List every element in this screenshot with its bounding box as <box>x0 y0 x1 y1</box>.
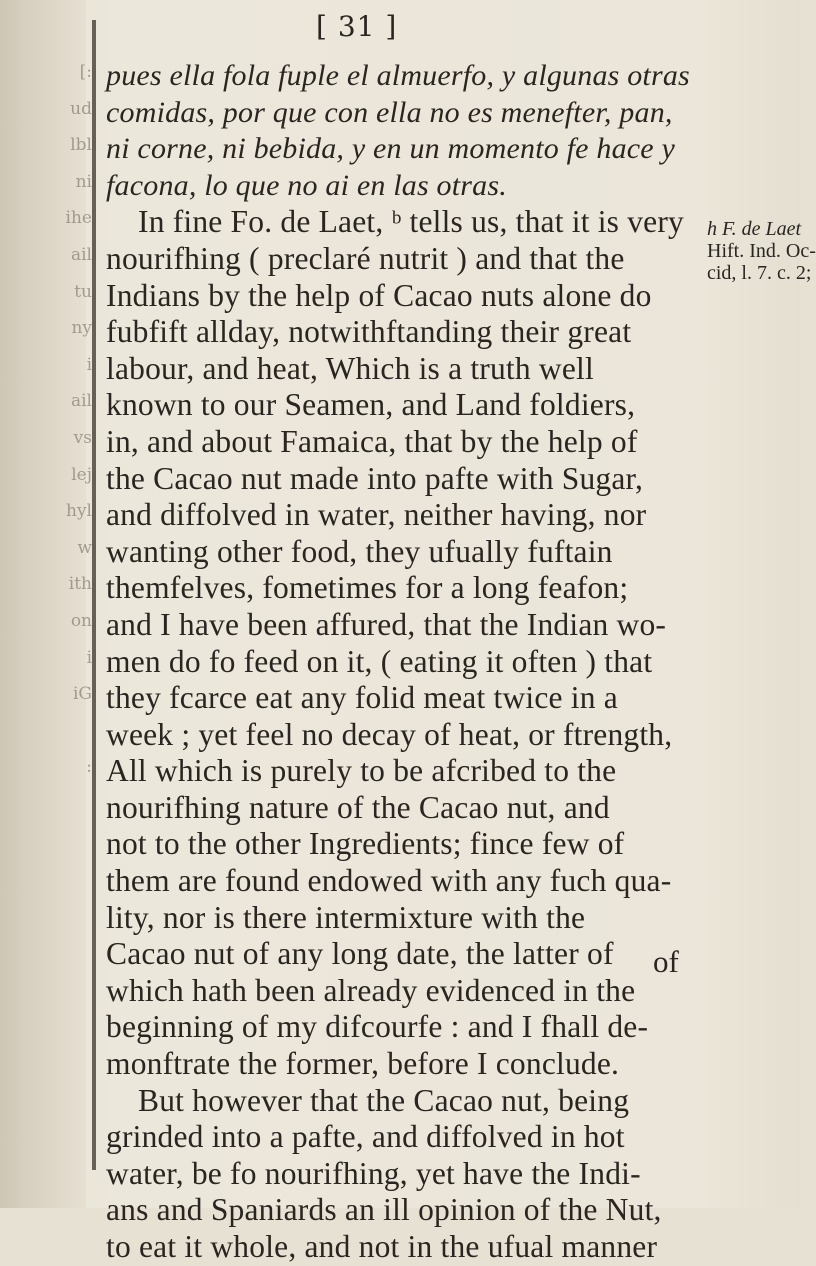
text-line: pues ella fola fuple el almuerfo, y algunas otras <box>106 59 690 92</box>
bleed-through-fragment: : <box>86 757 92 778</box>
text-line: fubfift allday, notwithftanding their great <box>106 314 632 350</box>
text-line: In fine Fo. de Laet, ᵇ tells us, that it is very <box>138 204 684 240</box>
text-line: in, and about Famaica, that by the help of <box>106 423 638 459</box>
page-number: [ 31 ] <box>316 10 398 43</box>
bleed-through-fragment: ihe <box>65 208 92 229</box>
text-line: them are found endowed with any fuch qua- <box>106 863 672 899</box>
text-line: the Cacao nut made into pafte with Sugar, <box>106 460 644 496</box>
bleed-through-fragment: w <box>77 537 92 558</box>
bleed-through-fragment: ail <box>70 391 92 412</box>
bleed-through-fragment: ny <box>71 318 92 339</box>
text-line: Cacao nut of any long date, the latter of <box>106 936 614 972</box>
sidenote-line: cid, l. 7. c. 2; <box>707 262 812 284</box>
text-line: facona, lo que no ai en las otras. <box>106 168 507 202</box>
bleed-through-fragment: ud <box>70 98 92 119</box>
text-line: which hath been already evidenced in the <box>106 972 636 1008</box>
text-line: and I have been affured, that the Indian wo- <box>106 606 667 642</box>
bleed-through-fragment: lej <box>71 464 92 485</box>
text-line: wanting other food, they ufually fuftain <box>106 533 613 569</box>
bleed-through-fragment: ith <box>68 574 92 595</box>
text-line: grinded into a pafte, and diffolved in hot <box>106 1119 625 1155</box>
sidenote-line: Hift. Ind. Oc- <box>707 240 816 262</box>
text-line: to eat it whole, and not in the ufual manner <box>106 1229 658 1264</box>
bleed-through-fragment: :] <box>79 62 92 82</box>
text-line: labour, and heat, Which is a truth well <box>106 350 594 386</box>
bleed-through-fragment: iG <box>72 684 92 705</box>
text-line: they fcarce eat any folid meat twice in a <box>106 680 618 716</box>
bleed-through-fragment: lbl <box>70 135 92 156</box>
bleed-through-fragment: tu <box>74 281 92 302</box>
text-line: All which is purely to be afcribed to the <box>106 753 617 789</box>
catchword: of <box>653 944 679 979</box>
text-line: not to the other Ingredients; fince few of <box>106 826 625 862</box>
text-line: monftrate the former, before I conclude. <box>106 1046 620 1082</box>
text-line: themfelves, fometimes for a long feafon; <box>106 570 629 606</box>
bleed-through-fragment: i <box>86 647 92 668</box>
gutter-shadow-line <box>92 20 96 1170</box>
main-text-block <box>106 58 706 1266</box>
text-line: lity, nor is there intermixture with the <box>106 899 586 935</box>
bleed-through-fragment: ail <box>70 245 92 265</box>
text-line: water, be fo nourifhing, yet have the Indi- <box>106 1155 641 1191</box>
text-line: and diffolved in water, neither having, nor <box>106 497 647 533</box>
marginal-citation <box>707 218 816 284</box>
text-line: ni corne, ni bebida, y en un momento fe hace y <box>106 132 676 166</box>
text-line: ans and Spaniards an ill opinion of the Nut, <box>106 1192 662 1228</box>
bleed-through-fragment: ni <box>75 171 92 192</box>
bleed-through-fragment: vs <box>73 428 92 448</box>
text-line: comidas, por que con ella no es menefter, pan, <box>106 95 673 129</box>
bleed-through-fragment: hyl <box>66 501 92 522</box>
bleed-through-fragment: on <box>70 611 92 631</box>
text-line: known to our Seamen, and Land foldiers, <box>106 387 636 423</box>
text-line: week ; yet feel no decay of heat, or ftrength, <box>106 716 673 752</box>
text-line: beginning of my difcourfe : and I fhall de- <box>106 1009 649 1045</box>
text-line: nourifhing ( preclaré nutrit ) and that the <box>106 240 625 276</box>
sidenote-line: h F. de Laet <box>707 218 802 240</box>
bleed-through-fragment: i <box>86 354 92 375</box>
text-line: But however that the Cacao nut, being <box>138 1082 630 1118</box>
text-line: Indians by the help of Cacao nuts alone do <box>106 277 652 313</box>
text-line: men do fo feed on it, ( eating it often ) that <box>106 643 653 679</box>
text-line: nourifhing nature of the Cacao nut, and <box>106 789 610 825</box>
